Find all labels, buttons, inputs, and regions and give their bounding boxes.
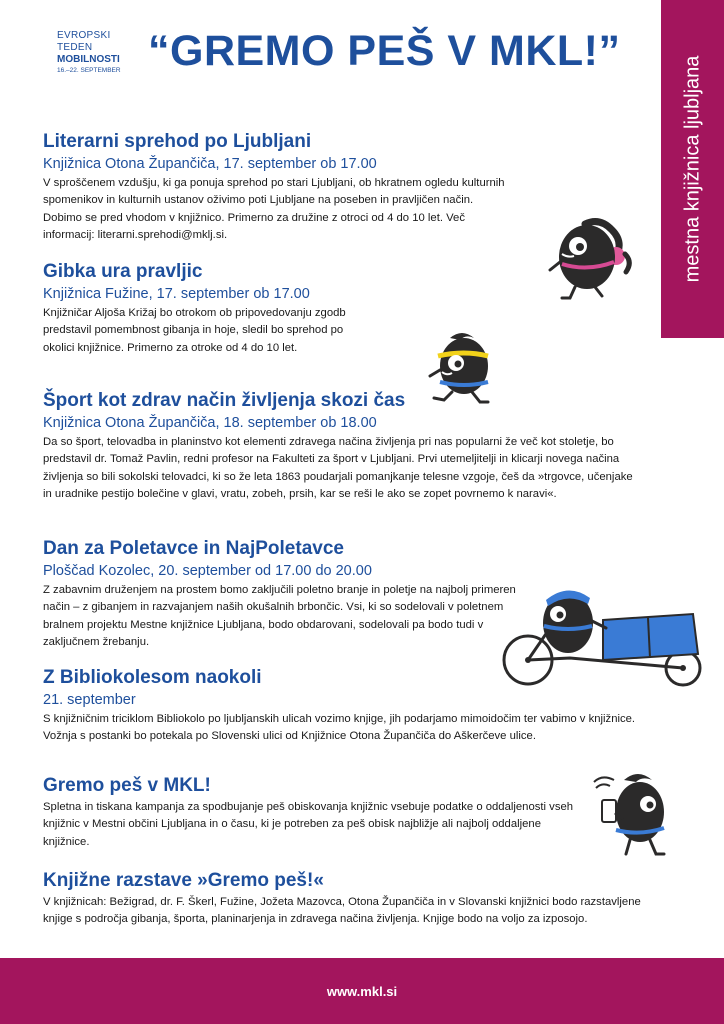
- etm-line-3: MOBILNOSTI: [57, 54, 120, 65]
- event-title: Literarni sprehod po Ljubljani: [43, 131, 312, 152]
- event-subtitle: Knjižnica Otona Župančiča, 18. september ob 18.00: [43, 415, 377, 431]
- tricycle-character-illustration: [498, 578, 708, 693]
- jogging-character-illustration: [422, 330, 502, 405]
- event-title: Gremo peš v MKL!: [43, 775, 211, 796]
- event-title: Dan za Poletavce in NajPoletavce: [43, 538, 344, 559]
- event-title: Z Bibliokolesom naokoli: [43, 667, 262, 688]
- footer-website-link[interactable]: www.mkl.si: [326, 984, 398, 999]
- library-side-tab: [661, 0, 724, 338]
- event-title: Knjižne razstave »Gremo peš!«: [43, 870, 324, 891]
- event-description: Z zabavnim druženjem na prostem bomo zaključili poletno branje in poletje na najbolj primeren način – z gibanjem in razvajanjem naših okušalnih brbončic. Vsi, ki so sodelovali v poletnem bralnem projektu Mestne knjižnice Ljubljana, bodo obdarovani, sodelovali pa bodo tudi v zaključnem žrebanju.: [43, 584, 516, 649]
- etm-line-1: EVROPSKI: [57, 30, 111, 41]
- event-subtitle: Ploščad Kozolec, 20. september od 17.00 do 20.00: [43, 563, 372, 579]
- phone-character-illustration: [592, 770, 674, 860]
- event-description: V sproščenem vzdušju, ki ga ponuja sprehod po stari Ljubljani, ob hkratnem ogledu kulturnih spomenikov in kulturnih ustanov oživimo poti Ljubljane na poseben in pravljičen način. Dobimo se pred vhodom v knjižnico. Primerno za družine z otroci od 4 do 10 let. Več informacij: literarni.sprehodi@mklj.si.: [43, 177, 505, 242]
- event-sport-history: [43, 390, 643, 504]
- event-subtitle: Knjižnica Fužine, 17. september ob 17.00: [43, 286, 310, 302]
- event-story-hour: [43, 261, 373, 357]
- event-book-exhibitions: [43, 870, 643, 929]
- event-description: Spletna in tiskana kampanja za spodbujanje peš obiskovanja knjižnic vsebuje podatke o oddaljenosti vseh knjižnic v Mestni občini Ljubljana in o času, ki je potreben za peš obisk najbližje ali najbolj oddaljene knjižnice.: [43, 801, 574, 848]
- event-description: V knjižnicah: Bežigrad, dr. F. Škerl, Fužine, Jožeta Mazovca, Otona Župančiča in v Slovanski knjižnici bodo razstavljene knjige s področja gibanja, športa, planinarjenja in zdravega načina življenja. Knjige bodo na voljo za izposojo.: [43, 896, 641, 926]
- footer-bar: [0, 958, 724, 1024]
- event-title: Šport kot zdrav način življenja skozi čas: [43, 390, 406, 411]
- event-walk-campaign: [43, 775, 583, 851]
- event-description: S knjižničnim triciklom Bibliokolo po ljubljanskih ulicah vozimo knjige, jih podarjamo mimoidočim ter vabimo v knjižnice. Vožnja s postanki bo potekala po Slovenski ulici od Knjižnice Otona Župančiča do Aškerčeve ulice.: [43, 713, 636, 743]
- side-tab-label: mestna knjižnica ljubljana: [681, 55, 703, 283]
- event-title: Gibka ura pravljic: [43, 261, 203, 282]
- etm-dates: 16.–22. SEPTEMBER: [57, 67, 121, 74]
- etm-line-2: TEDEN: [57, 42, 93, 53]
- event-poletavci-day: [43, 538, 523, 652]
- european-mobility-week-logo: [57, 30, 121, 75]
- event-literary-walk: [43, 131, 513, 245]
- page-title: “GREMO PEŠ V MKL!”: [148, 27, 621, 75]
- event-description: Da so šport, telovadba in planinstvo kot elementi zdravega načina življenja pri nas popularni že več kot stoletje, bo predstavil dr. Tomaž Pavlin, redni profesor na Fakulteti za šport v Ljubljani. Prvi utemeljitelji in klicarji novega načina življenja so bili sokolski telovadci, ki so že leta 1863 poudarjali pomanjkanje telesne vzgoje, češ da »trgovce, učenjake in uradnike pestijo bolečine v glavi, vratu, zobeh, prsih, kar se reši le ako se zopet povrnemo k naravi«.: [43, 436, 633, 501]
- walking-girl-character-illustration: [540, 212, 635, 302]
- event-description: Knjižničar Aljoša Križaj bo otrokom ob pripovedovanju zgodb predstavil pomembnost gibanja in hoje, sledil bo sprehod po okolici knjižnice. Primerno za otroke od 4 do 10 let.: [43, 307, 346, 354]
- event-subtitle: Knjižnica Otona Župančiča, 17. september ob 17.00: [43, 156, 377, 172]
- event-subtitle: 21. september: [43, 692, 136, 708]
